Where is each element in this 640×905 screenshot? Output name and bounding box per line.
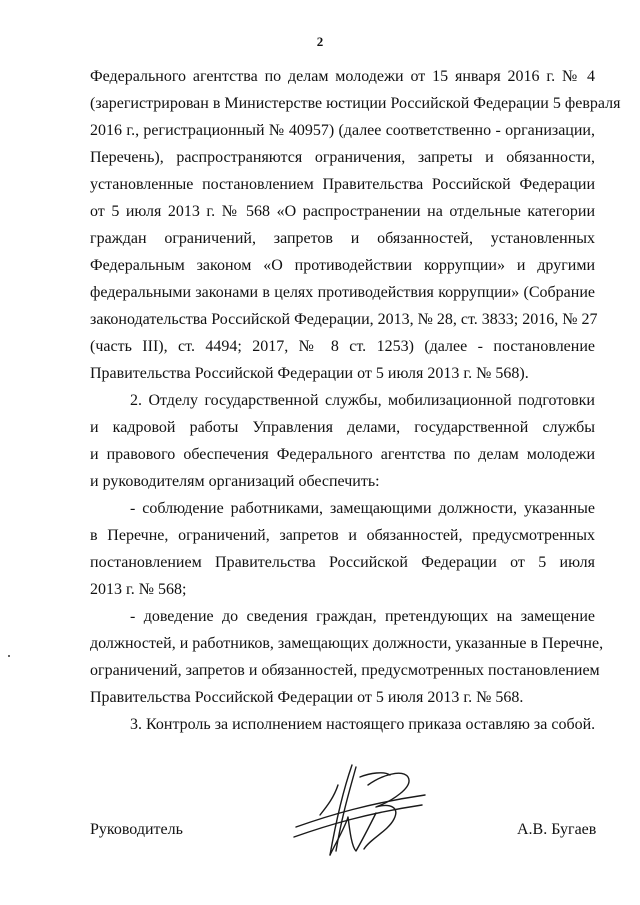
text-line: 3. Контроль за исполнением настоящего приказа оставляю за собой. [130,716,596,733]
text-line: и руководителям организаций обеспечить: [90,473,380,490]
text-line: законодательства Российской Федерации, 2013, № 28, ст. 3833; 2016, № 27 [90,311,598,328]
text-line: постановлением Правительства Российской Федерации от 5 июля [90,554,595,571]
text-line: - доведение до сведения граждан, претендующих на замещение [130,608,595,625]
text-line: и правового обеспечения Федерального агентства по делам молодежи [90,446,595,463]
speck [8,655,10,657]
text-line: Правительства Российской Федерации от 5 июля 2013 г. № 568. [90,689,524,706]
text-line: (зарегистрирован в Министерстве юстиции Российской Федерации 5 февраля [90,95,621,112]
text-line: установленные постановлением Правительства Российской Федерации [90,176,595,193]
text-line: Перечень), распространяются ограничения, запреты и обязанности, [90,149,595,166]
text-line: ограничений, запретов и обязанностей, предусмотренных постановлением [90,662,600,679]
text-line: и кадровой работы Управления делами, государственной службы [90,419,595,436]
handwritten-signature [290,755,430,865]
text-line: 2013 г. № 568; [90,581,187,598]
text-line: Правительства Российской Федерации от 5 июля 2013 г. № 568). [90,365,529,382]
text-line: 2. Отделу государственной службы, мобилизационной подготовки [130,392,595,409]
text-line: федеральными законами в целях противодействия коррупции» (Собрание [90,284,595,301]
text-line: в Перечне, ограничений, запретов и обязанностей, предусмотренных [90,527,595,544]
text-line: Федеральным законом «О противодействии коррупции» и другими [90,257,595,274]
signatory-name: А.В. Бугаев [517,821,597,838]
signatory-role: Руководитель [90,821,183,838]
text-line: 2016 г., регистрационный № 40957) (далее соответственно - организации, [90,122,595,139]
text-line: от 5 июля 2013 г. № 568 «О распространении на отдельные категории [90,203,595,220]
text-line: Федерального агентства по делам молодежи от 15 января 2016 г. № 4 [90,68,595,85]
page-number: 2 [316,34,324,49]
text-line: должностей, и работников, замещающих должности, указанные в Перечне, [90,635,604,652]
text-line: - соблюдение работниками, замещающими должности, указанные [130,500,595,517]
text-line: (часть III), ст. 4494; 2017, № 8 ст. 1253) (далее - постановление [90,338,595,355]
text-line: граждан ограничений, запретов и обязанностей, установленных [90,230,595,247]
